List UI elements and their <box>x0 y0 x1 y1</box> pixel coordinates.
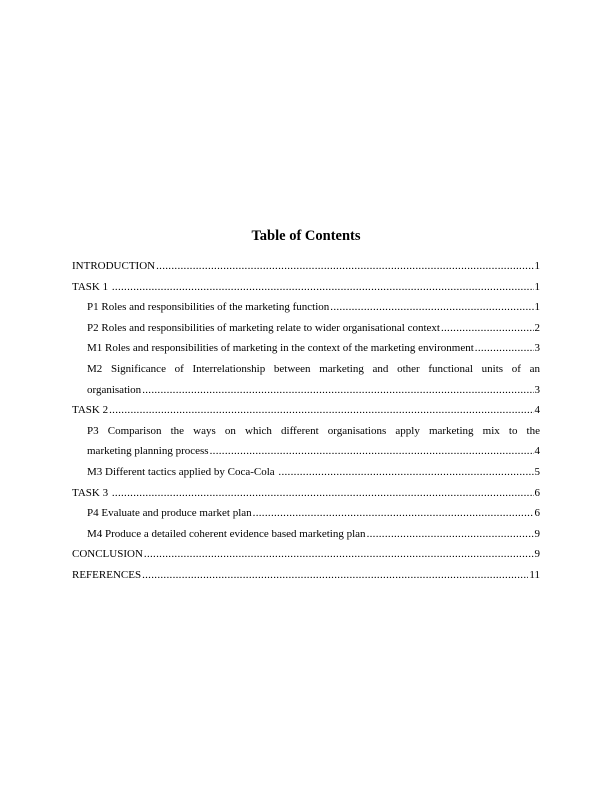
toc-entry-label-first-line: M2 Significance of Interrelationship between marketing and other functional units of an <box>87 362 540 375</box>
toc-entry-m1[interactable] <box>72 338 540 359</box>
toc-entry-label: TASK 1 <box>72 280 111 293</box>
toc-entry-m3[interactable] <box>72 462 540 483</box>
toc-entry-task-1[interactable] <box>72 277 540 298</box>
toc-entry-label: marketing planning process <box>87 445 209 458</box>
toc-leader-dots <box>142 565 528 586</box>
toc-entry-label: P2 Roles and responsibilities of marketing relate to wider organisational context <box>87 321 440 334</box>
toc-entry-label: TASK 2 <box>72 404 109 417</box>
toc-entry-m4[interactable] <box>72 524 540 545</box>
toc-entry-label: TASK 3 <box>72 486 111 499</box>
toc-leader-dots <box>367 524 534 545</box>
toc-entry-label: CONCLUSION <box>72 548 143 561</box>
toc-entry-label: P4 Evaluate and produce market plan <box>87 507 252 520</box>
toc-leader-dots <box>144 544 534 565</box>
toc-entry-page: 4 <box>534 404 540 417</box>
toc-entry-page: 1 <box>534 301 540 314</box>
toc-entry-page: 6 <box>534 486 540 499</box>
toc-entry-introduction[interactable] <box>72 256 540 277</box>
toc-leader-dots <box>210 441 534 462</box>
toc-entry-p2[interactable] <box>72 318 540 339</box>
toc-entry-label-first-line: P3 Comparison the ways on which different organisations apply marketing mix to the <box>87 424 540 437</box>
toc-entry-page: 1 <box>534 280 540 293</box>
toc-entry-page: 11 <box>529 568 540 581</box>
toc-entry-page: 3 <box>534 383 540 396</box>
toc-entry-page: 9 <box>534 527 540 540</box>
toc-leader-dots <box>441 318 534 339</box>
toc-entry-label: REFERENCES <box>72 568 142 581</box>
toc-entry-page: 3 <box>534 342 540 355</box>
toc-entry-page: 6 <box>534 507 540 520</box>
toc-entry-p4[interactable] <box>72 503 540 524</box>
toc-entry-label: M3 Different tactics applied by Coca-Cola <box>87 465 278 478</box>
toc-leader-dots <box>109 400 533 421</box>
toc-leader-dots <box>112 277 534 298</box>
toc-entry-p3[interactable] <box>72 421 540 462</box>
toc-entry-page: 9 <box>534 548 540 561</box>
toc-leader-dots <box>112 483 534 504</box>
toc-entry-page: 2 <box>534 321 540 334</box>
toc-leader-dots <box>330 297 533 318</box>
toc-entry-label: INTRODUCTION <box>72 260 156 272</box>
toc-entry-references[interactable] <box>72 565 540 586</box>
toc-leader-dots <box>253 503 534 524</box>
toc-entry-task-2[interactable] <box>72 400 540 421</box>
toc-entry-conclusion[interactable] <box>72 544 540 565</box>
toc-title: Table of Contents <box>251 228 361 244</box>
toc-leader-dots <box>475 338 534 359</box>
toc-entry-task-3[interactable] <box>72 483 540 504</box>
toc-leader-dots <box>278 462 533 483</box>
table-of-contents <box>72 256 540 586</box>
toc-entry-m2[interactable] <box>72 359 540 400</box>
toc-leader-dots <box>156 256 533 277</box>
toc-entry-page: 5 <box>534 465 540 478</box>
toc-entry-label: M4 Produce a detailed coherent evidence based marketing plan <box>87 527 366 540</box>
toc-entry-label: organisation <box>87 383 142 396</box>
toc-entry-p1[interactable] <box>72 297 540 318</box>
toc-leader-dots <box>142 380 533 401</box>
toc-entry-page: 1 <box>534 260 540 272</box>
toc-entry-page: 4 <box>534 445 540 458</box>
toc-entry-label: P1 Roles and responsibilities of the marketing function <box>87 301 330 314</box>
toc-entry-label: M1 Roles and responsibilities of marketing in the context of the marketing environment <box>87 342 474 355</box>
